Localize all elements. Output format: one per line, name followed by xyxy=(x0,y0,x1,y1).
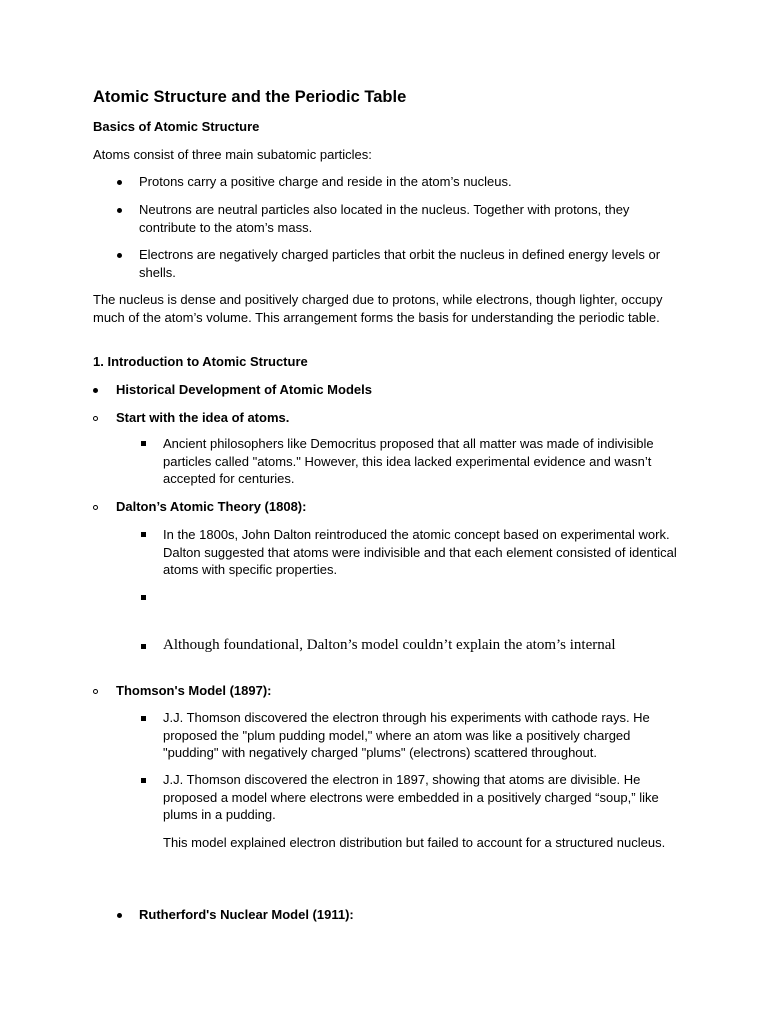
bullet-square-icon xyxy=(141,441,146,446)
bullet-circle-icon xyxy=(93,416,98,421)
idea-text: Ancient philosophers like Democritus proposed that all matter was made of indivisible particles called "atoms." However, this idea lacked experimental evidence and wasn’t accepted for centuries. xyxy=(163,436,654,487)
thomson-text-1: J.J. Thomson discovered the electron through his experiments with cathode rays. He proposed the "plum pudding model," where an atom was like a positively charged "pudding" with negatively charged "plums" (electrons) scattered throughout. xyxy=(163,710,650,761)
basics-heading: Basics of Atomic Structure xyxy=(93,119,260,134)
rutherford-heading: Rutherford's Nuclear Model (1911): xyxy=(139,907,354,922)
bullet-square-icon xyxy=(141,716,146,721)
thomson-heading: Thomson's Model (1897): xyxy=(116,683,272,698)
intro-text: Atoms consist of three main subatomic particles: xyxy=(93,147,372,162)
bullet-disc-icon xyxy=(117,913,122,918)
dalton-heading: Dalton’s Atomic Theory (1808): xyxy=(116,499,307,514)
historical-heading: Historical Development of Atomic Models xyxy=(116,382,372,397)
bullet-square-icon xyxy=(141,778,146,783)
document-title: Atomic Structure and the Periodic Table xyxy=(93,88,407,106)
idea-heading: Start with the idea of atoms. xyxy=(116,410,290,425)
dalton-limit-text: Although foundational, Dalton’s model couldn’t explain the atom’s internal xyxy=(163,637,616,653)
thomson-note: This model explained electron distribution but failed to account for a structured nucleus. xyxy=(163,835,666,850)
particle-electrons: Electrons are negatively charged particles that orbit the nucleus in defined energy levels or shells. xyxy=(139,247,661,280)
dalton-text: In the 1800s, John Dalton reintroduced the atomic concept based on experimental work. Dalton suggested that atoms were indivisible and that each element consisted of identical atoms with specific properties. xyxy=(163,527,677,578)
bullet-disc-icon xyxy=(93,388,98,393)
particle-neutrons: Neutrons are neutral particles also located in the nucleus. Together with protons, they contribute to the atom’s mass. xyxy=(139,202,630,235)
bullet-disc-icon xyxy=(117,180,122,185)
bullet-disc-icon xyxy=(117,253,122,258)
bullet-disc-icon xyxy=(117,208,122,213)
bullet-square-icon xyxy=(141,532,146,537)
bullet-circle-icon xyxy=(93,689,98,694)
nucleus-paragraph: The nucleus is dense and positively charged due to protons, while electrons, though lighter, occupy much of the atom’s volume. This arrangement forms the basis for understanding the periodic table. xyxy=(93,292,663,325)
bullet-square-icon xyxy=(141,595,146,600)
thomson-text-2: J.J. Thomson discovered the electron in 1897, showing that atoms are divisible. He proposed a model where electrons were embedded in a positively charged “soup,” like plums in a pudding. xyxy=(163,772,659,823)
section1-heading: 1. Introduction to Atomic Structure xyxy=(93,354,308,369)
bullet-circle-icon xyxy=(93,505,98,510)
bullet-square-icon xyxy=(141,644,146,649)
particle-protons: Protons carry a positive charge and reside in the atom’s nucleus. xyxy=(139,174,512,189)
